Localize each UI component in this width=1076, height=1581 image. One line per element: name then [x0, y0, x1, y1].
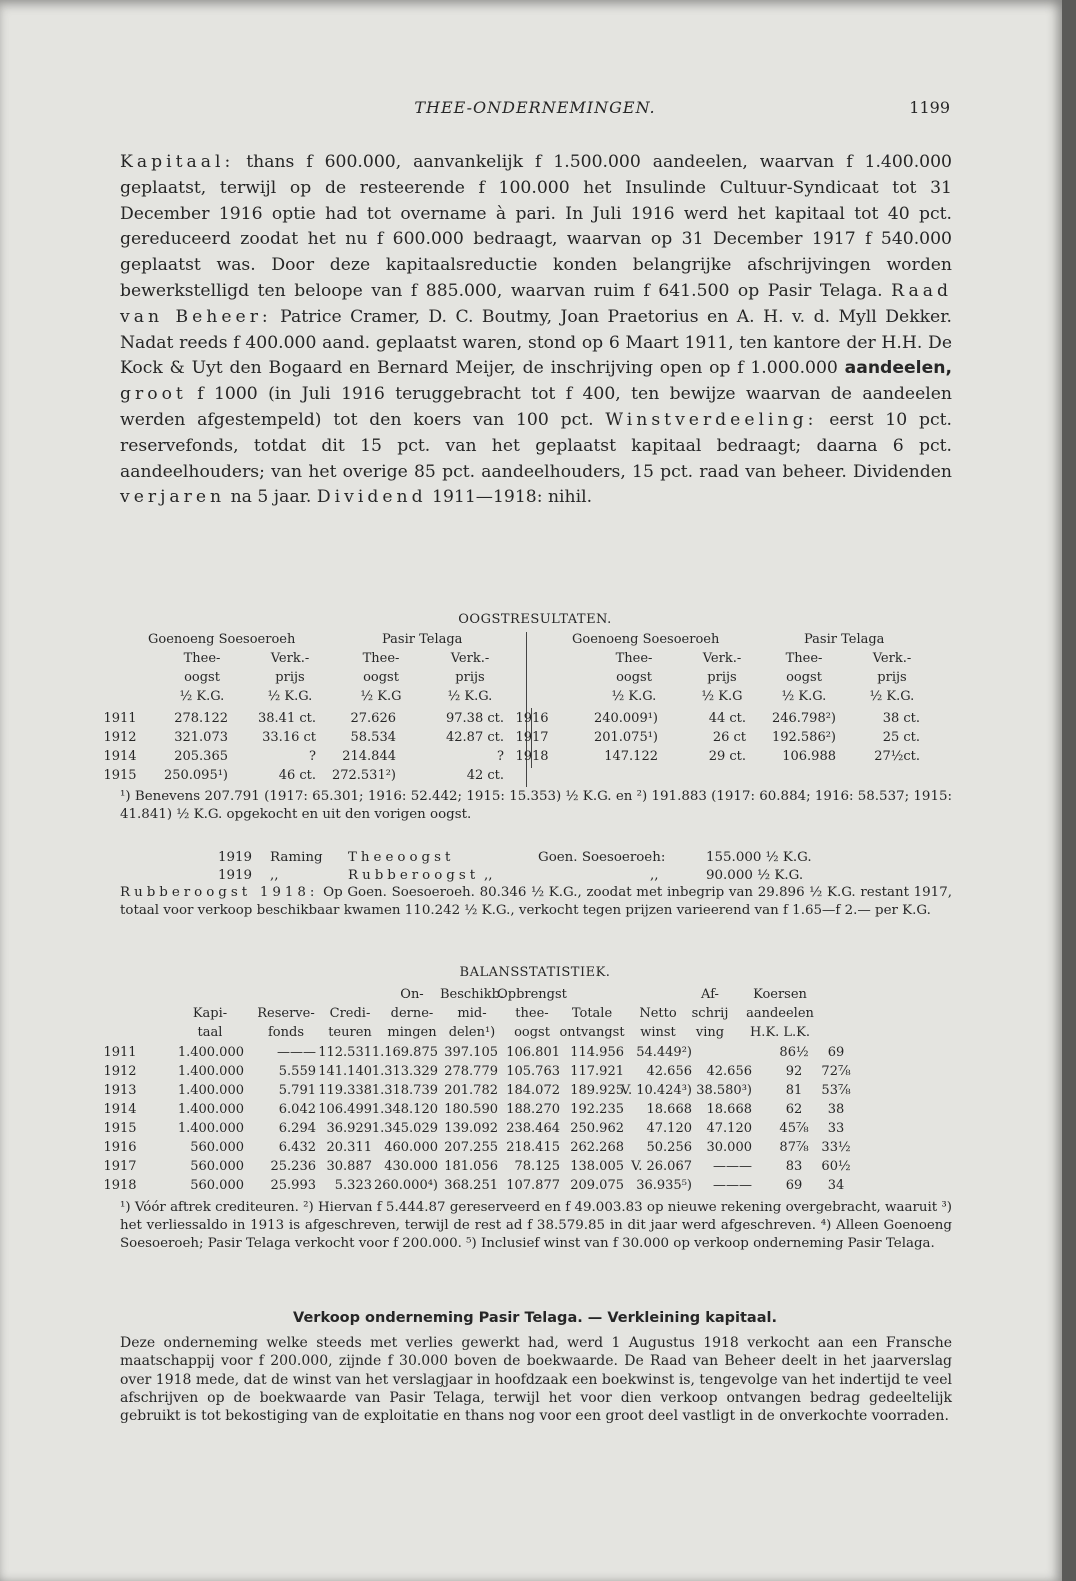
oogst-footnote: ¹) Benevens 207.791 (1917: 65.301; 1916: 52.442; 1915: 15.353) ½ K.G. en ²) 191.883 (1917: 60.884; 1916: 58.537; 1915: 41.841) ½ K.G. opgekocht en uit den vorigen oogst. — [120, 789, 952, 822]
raming-value: 90.000 ½ K.G. — [706, 868, 804, 883]
oogst-col-header: Verk.- — [270, 651, 310, 666]
balans-cell: 1.400.000 — [177, 1121, 244, 1136]
balans-cell: 5.791 — [278, 1083, 316, 1098]
dividend-label: Dividend — [316, 487, 427, 508]
balans-col-header: aandeelen — [746, 1006, 814, 1021]
balans-cell: 209.075 — [570, 1178, 624, 1193]
balans-col-header: ontvangst — [559, 1025, 625, 1040]
oogst-cell: 44 ct. — [708, 711, 746, 726]
oogst-cell: 106.988 — [782, 749, 836, 764]
intro-text-2: Patrice Cramer, D. C. Boutmy, Joan Praetorius en A. H. v. d. Myll Dekker. Nadat reeds f 400.000 aand. geplaatst waren, stond op 6 Maart 1911, ten kantore der H.H. De Kock & Uyt den Bogaard en Bernard Meijer, de inschrijving open op f 1.000.000 — [120, 306, 952, 379]
oogst-row-year: 1918 — [515, 749, 549, 764]
balans-cell: 5.323 — [334, 1178, 372, 1193]
balans-cell: 36.929 — [326, 1121, 372, 1136]
balans-cell: 25.236 — [270, 1159, 316, 1174]
oogst-col-header: Verk.- — [872, 651, 912, 666]
balans-cell: 53⅞ — [821, 1083, 851, 1098]
balans-row-year: 1911 — [103, 1045, 137, 1060]
intro-text-1: thans f 600.000, aanvankelijk f 1.500.000 aandeelen, waarvan f 1.400.000 geplaatst, terwijl op de resteerende f 100.000 het Insulinde Cultuur-Syndicaat tot 31 December 1916 optie had tot overname à pari. In Juli 1916 werd het kapitaal tot 40 pct. gereduceerd zoodat het nu f 600.000 bedraagt, waarvan op 31 December 1917 f 540.000 geplaatst was. Door deze kapitaalsreductie konden belangrijke afschrijvingen worden bewerkstelligd ten beloope van f 885.000, waarvan ruim f 641.500 op Pasir Telaga. — [120, 152, 952, 301]
rubber-text: Op Goen. Soesoeroeh. 80.346 ½ K.G., zoodat met inbegrip van 29.896 ½ K.G. restant 1917, totaal voor verkoop beschikbaar kwamen 110.242 ½ K.G., verkocht tegen prijzen varieerend van f 1.65—f 2.— per K.G. — [120, 885, 952, 918]
balans-cell: 30.887 — [326, 1159, 372, 1174]
oogst-col-header: ½ K.G. — [611, 689, 657, 704]
balans-cell: 218.415 — [506, 1140, 560, 1155]
balans-cell: 47.120 — [646, 1121, 692, 1136]
balans-col-header: Reserve- — [257, 1006, 315, 1021]
balans-col-header: H.K. L.K. — [749, 1025, 811, 1040]
oogst-row-year: 1912 — [103, 730, 137, 745]
raming-target: Goen. Soesoeroeh: — [538, 850, 666, 865]
balans-cell: 1.345.029 — [371, 1121, 438, 1136]
balans-cell: 138.005 — [570, 1159, 624, 1174]
oogst-cell: 27.626 — [350, 711, 396, 726]
balans-cell: 38.580³) — [696, 1083, 752, 1098]
balans-cell: 86½ — [779, 1045, 809, 1060]
balans-cell: 119.338 — [318, 1083, 372, 1098]
oogst-col-header: Thee- — [362, 651, 400, 666]
balans-col-header: thee- — [515, 1006, 549, 1021]
page-number: 1199 — [909, 98, 950, 117]
oogst-cell: 278.122 — [174, 711, 228, 726]
oogst-cell: 33.16 ct — [262, 730, 316, 745]
balans-cell: 278.779 — [444, 1064, 498, 1079]
balans-col-header: oogst — [514, 1025, 550, 1040]
balans-cell: 54.449²) — [636, 1045, 692, 1060]
balans-col-header: ving — [695, 1025, 725, 1040]
oogst-row-year: 1916 — [515, 711, 549, 726]
balans-cell: 47.120 — [706, 1121, 752, 1136]
balans-cell: 42.656 — [646, 1064, 692, 1079]
balans-cell: 1.400.000 — [177, 1083, 244, 1098]
oogst-cell: 246.798²) — [771, 711, 836, 726]
oogst-col-header: ½ K.G. — [447, 689, 493, 704]
balans-cell: 250.962 — [570, 1121, 624, 1136]
balans-cell: 141.140 — [318, 1064, 372, 1079]
balans-cell: 20.311 — [326, 1140, 372, 1155]
balans-table-title: BALANSSTATISTIEK. — [459, 965, 611, 980]
balans-cell: 69 — [827, 1045, 845, 1060]
balans-col-header: schrij — [691, 1006, 729, 1021]
groot-label: groot — [120, 384, 187, 405]
intro-text-6: 1911—1918: nihil. — [426, 487, 593, 508]
balans-col-header: fonds — [267, 1025, 304, 1040]
balans-cell: 201.782 — [444, 1083, 498, 1098]
balans-cell: ——— — [713, 1178, 752, 1193]
oogst-col-header: prijs — [707, 670, 737, 685]
balans-cell: 6.432 — [278, 1140, 316, 1155]
oogst-col-header: ½ K.G — [360, 689, 402, 704]
balans-cell: 560.000 — [190, 1178, 244, 1193]
balans-row-year: 1916 — [103, 1140, 137, 1155]
oogst-group-left-a: Goenoeng Soesoeroeh — [148, 632, 296, 647]
balans-col-header: Totale — [571, 1006, 613, 1021]
balans-cell: 139.092 — [444, 1121, 498, 1136]
oogst-table-title: OOGSTRESULTATEN. — [458, 612, 612, 627]
balans-cell: 181.056 — [444, 1159, 498, 1174]
oogst-cell: 272.531²) — [331, 768, 396, 783]
balans-row-year: 1913 — [103, 1083, 137, 1098]
balans-cell: 1.400.000 — [177, 1102, 244, 1117]
intro-text-4: eerst 10 pct. reservefonds, totdat dit 15 pct. van het geplaatst kapitaal bedraagt; daarna 6 pct. aandeelhouders; van het overige 85 pct. aandeelhouders, 15 pct. raad van beheer. Dividenden — [120, 409, 952, 482]
oogst-col-header: Thee- — [615, 651, 653, 666]
balans-cell: 260.000⁴) — [373, 1178, 438, 1193]
balans-cell: ——— — [713, 1159, 752, 1174]
balans-cell: 42.656 — [706, 1064, 752, 1079]
balans-cell: 78.125 — [514, 1159, 560, 1174]
balans-cell: 238.464 — [506, 1121, 560, 1136]
balans-col-header: derne- — [390, 1006, 434, 1021]
balans-col-header: Koersen — [753, 987, 807, 1002]
raming-item: Theeoogst — [348, 850, 455, 865]
oogst-col-header: oogst — [616, 670, 652, 685]
oogst-col-header: prijs — [455, 670, 485, 685]
oogst-col-header: oogst — [184, 670, 220, 685]
winstverdeeling-label: Winstverdeeling: — [605, 409, 818, 430]
balans-col-header: Credi- — [329, 1006, 371, 1021]
oogst-col-header: oogst — [363, 670, 399, 685]
balans-col-header: Opbrengst — [497, 987, 567, 1002]
oogst-cell: 192.586²) — [771, 730, 836, 745]
balans-col-header: teuren — [328, 1025, 372, 1040]
oogst-cell: ? — [309, 749, 316, 764]
oogst-cell: 42 ct. — [466, 768, 504, 783]
balans-cell: 87⅞ — [779, 1140, 809, 1155]
balans-cell: 45⅞ — [779, 1121, 809, 1136]
balans-cell: 184.072 — [506, 1083, 560, 1098]
balans-cell: ——— — [277, 1045, 316, 1060]
oogst-row-year: 1917 — [515, 730, 549, 745]
balans-col-header: Kapi- — [192, 1006, 228, 1021]
balans-cell: 83 — [785, 1159, 803, 1174]
balans-cell: 33 — [827, 1121, 845, 1136]
balans-cell: 25.993 — [270, 1178, 316, 1193]
balans-cell: 1.313.329 — [371, 1064, 438, 1079]
oogst-col-header: Thee- — [785, 651, 823, 666]
balans-cell: 1.400.000 — [177, 1064, 244, 1079]
oogst-cell: 25 ct. — [882, 730, 920, 745]
balans-cell: 92 — [785, 1064, 803, 1079]
balans-cell: 33½ — [821, 1140, 851, 1155]
raad-label: Raad van Beheer: — [120, 280, 952, 327]
oogst-cell: 26 ct — [712, 730, 746, 745]
page-edge — [1062, 0, 1076, 1581]
raming-year: 1919 — [218, 868, 253, 883]
balans-cell: 1.318.739 — [371, 1083, 438, 1098]
oogst-col-header: ½ K.G — [701, 689, 743, 704]
intro-text-3: f 1000 (in Juli 1916 teruggebracht tot f 400, ten bewijze waarvan de aandeelen werden afgestempeld) tot den koers van 100 pct. — [120, 384, 952, 430]
oogst-row-year: 1914 — [103, 749, 137, 764]
oogst-cell: 205.365 — [174, 749, 228, 764]
oogst-cell: 42.87 ct. — [446, 730, 504, 745]
oogst-cell: 38 ct. — [882, 711, 920, 726]
raming-year: 1919 — [218, 850, 253, 865]
balans-cell: 38 — [827, 1102, 845, 1117]
balans-cell: 114.956 — [570, 1045, 624, 1060]
oogst-col-header: ½ K.G. — [179, 689, 225, 704]
balans-cell: 1.348.120 — [371, 1102, 438, 1117]
balans-cell: 189.925 — [570, 1083, 624, 1098]
balans-row-year: 1915 — [103, 1121, 137, 1136]
balans-col-header: Netto — [639, 1006, 677, 1021]
oogst-cell: 38.41 ct. — [258, 711, 316, 726]
oogst-col-header: prijs — [877, 670, 907, 685]
raming-item: Rubberoogst — [348, 868, 480, 883]
oogst-group-left-b: Pasir Telaga — [382, 632, 463, 647]
balans-col-header: mid- — [457, 1006, 487, 1021]
balans-cell: 5.559 — [278, 1064, 316, 1079]
oogst-col-header: prijs — [275, 670, 305, 685]
balans-cell: 106.499 — [318, 1102, 372, 1117]
balans-cell: 207.255 — [444, 1140, 498, 1155]
oogst-cell: 27½ct. — [874, 749, 920, 764]
balans-cell: 30.000 — [706, 1140, 752, 1155]
oogst-cell: 214.844 — [342, 749, 396, 764]
balans-col-header: On- — [400, 987, 424, 1002]
balans-cell: 460.000 — [384, 1140, 438, 1155]
oogst-cell: ? — [497, 749, 504, 764]
oogst-cell: 201.075¹) — [593, 730, 658, 745]
oogst-cell: 97.38 ct. — [446, 711, 504, 726]
balans-row-year: 1912 — [103, 1064, 137, 1079]
balans-cell: 106.801 — [506, 1045, 560, 1060]
oogst-cell: 58.534 — [350, 730, 396, 745]
balans-cell: 107.877 — [506, 1178, 560, 1193]
oogst-col-header: Thee- — [183, 651, 221, 666]
balans-cell: 397.105 — [444, 1045, 498, 1060]
aandeelen-label: aandeelen, — [844, 358, 952, 379]
raming-label: Raming — [270, 850, 323, 865]
balans-row-year: 1914 — [103, 1102, 137, 1117]
balans-col-header: delen¹) — [448, 1025, 496, 1040]
balans-cell: 50.256 — [646, 1140, 692, 1155]
balans-row-year: 1917 — [103, 1159, 137, 1174]
balans-cell: 6.294 — [278, 1121, 316, 1136]
verjaren-label: verjaren — [120, 487, 226, 508]
oogst-cell: 250.095¹) — [163, 768, 228, 783]
balans-col-header: Beschikb. — [439, 987, 505, 1002]
balans-cell: 18.668 — [646, 1102, 692, 1117]
kapitaal-label: Kapitaal: — [120, 152, 235, 172]
balans-col-header: mingen — [387, 1025, 437, 1040]
balans-cell: 62 — [785, 1102, 803, 1117]
balans-cell: 117.921 — [570, 1064, 624, 1079]
company-intro-paragraph — [120, 150, 952, 511]
balans-cell: 368.251 — [444, 1178, 498, 1193]
oogst-row-year: 1915 — [103, 768, 137, 783]
oogst-cell: 321.073 — [174, 730, 228, 745]
balans-cell: 112.531 — [318, 1045, 372, 1060]
balans-cell: 1.400.000 — [177, 1045, 244, 1060]
balans-cell: 188.270 — [506, 1102, 560, 1117]
verkoop-heading: Verkoop onderneming Pasir Telaga. — Verkleining kapitaal. — [293, 1310, 777, 1326]
balans-cell: 105.763 — [506, 1064, 560, 1079]
balans-cell: V. 26.067 — [631, 1159, 692, 1174]
balans-cell: 36.935⁵) — [636, 1178, 692, 1193]
raming-label: ,, — [270, 868, 279, 883]
balans-cell: 72⅞ — [821, 1064, 851, 1079]
balans-cell: 262.268 — [570, 1140, 624, 1155]
oogst-cell: 240.009¹) — [593, 711, 658, 726]
intro-text-5: na 5 jaar. — [225, 487, 317, 508]
oogst-col-header: ½ K.G. — [869, 689, 915, 704]
oogst-row-year: 1911 — [103, 711, 137, 726]
balans-cell: 6.042 — [278, 1102, 316, 1117]
oogst-group-right-a: Goenoeng Soesoeroeh — [572, 632, 720, 647]
raming-target: ,, — [650, 868, 659, 883]
balans-row-year: 1918 — [103, 1178, 137, 1193]
raming-target: ,, — [484, 868, 493, 883]
page-header — [120, 98, 950, 122]
balans-cell: 560.000 — [190, 1159, 244, 1174]
raming-value: 155.000 ½ K.G. — [706, 850, 812, 865]
oogst-cell: 29 ct. — [708, 749, 746, 764]
balans-cell: V. 10.424³) — [620, 1083, 692, 1098]
rubber-paragraph — [120, 884, 952, 920]
oogst-col-header: Verk.- — [702, 651, 742, 666]
balans-cell: 1.169.875 — [371, 1045, 438, 1060]
balans-cell: 60½ — [821, 1159, 851, 1174]
balans-cell: 560.000 — [190, 1140, 244, 1155]
verkoop-paragraph: Deze onderneming welke steeds met verlies gewerkt had, werd 1 Augustus 1918 verkocht aan een Fransche maatschappij voor f 200.000, zijnde f 30.000 boven de boekwaarde. De Raad van Beheer deelt in het jaarverslag over 1918 mede, dat de winst van het verslagjaar in hoofdzaak een boekwinst is, tengevolge van het indertijd te veel afschrijven op de boekwaarde van Pasir Telaga, terwijl het voor dien verkoop ontvangen bedrag gedeeltelijk gebruikt is tot bekostiging van de exploitatie en thans nog voor een groot deel vastligt in de onverkochte voorraden. — [120, 1335, 952, 1425]
balans-col-header: taal — [197, 1025, 223, 1040]
balans-cell: 34 — [827, 1178, 845, 1193]
oogst-cell: 147.122 — [604, 749, 658, 764]
oogst-col-header: Verk.- — [450, 651, 490, 666]
balans-cell: 69 — [785, 1178, 803, 1193]
balans-footnotes: ¹) Vóór aftrek crediteuren. ²) Hiervan f 5.444.87 gereserveerd en f 49.003.83 op nieuwe rekening overgebracht, waaruit ³) het verliessaldo in 1913 is afgeschreven, terwijl de rest ad f 38.579.85 in dit jaar werd afgeschreven. ⁴) Alleen Goenoeng Soesoeroeh; Pasir Telaga verkocht voor f 200.000. ⁵) Inclusief winst van f 30.000 op verkoop onderneming Pasir Telaga. — [120, 1200, 953, 1251]
oogst-group-right-b: Pasir Telaga — [804, 632, 885, 647]
balans-cell: 192.235 — [570, 1102, 624, 1117]
oogst-cell: 46 ct. — [278, 768, 316, 783]
balans-cell: 430.000 — [384, 1159, 438, 1174]
oogst-col-header: ½ K.G. — [267, 689, 313, 704]
balans-cell: 18.668 — [706, 1102, 752, 1117]
balans-col-header: Af- — [701, 987, 719, 1002]
running-title: THEE-ONDERNEMINGEN. — [414, 98, 656, 117]
oogst-col-header: ½ K.G. — [781, 689, 827, 704]
balans-col-header: winst — [640, 1025, 676, 1040]
balans-cell: 81 — [785, 1083, 803, 1098]
rubber-label: Rubberoogst 1918: — [120, 885, 319, 900]
oogst-col-header: oogst — [786, 670, 822, 685]
balans-cell: 180.590 — [444, 1102, 498, 1117]
